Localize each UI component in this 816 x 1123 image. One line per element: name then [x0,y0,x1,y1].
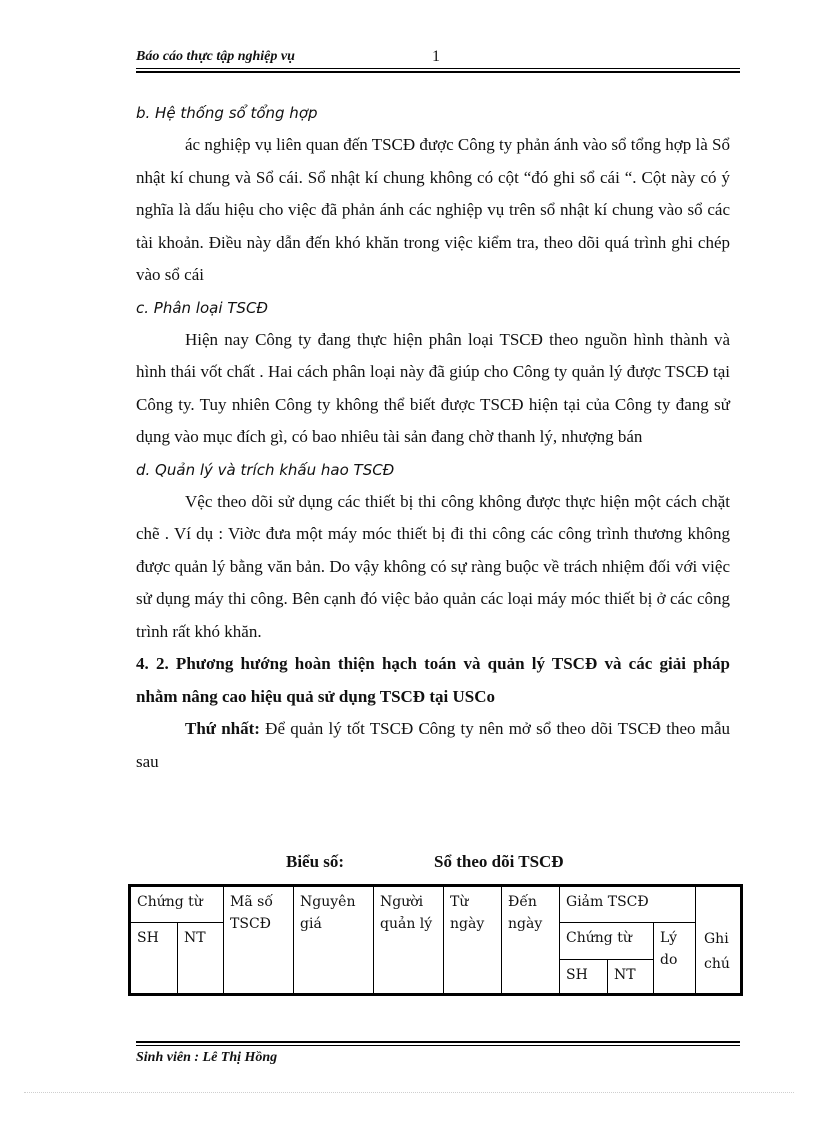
footer-rule-thick [136,1041,740,1043]
form-label: Biểu số: [286,852,345,871]
header-ly-do: Lý do [654,923,696,995]
header-giam-tscd: Giảm TSCĐ [560,886,696,923]
section-4-2-heading: 4. 2. Phương hướng hoàn thiện hạch toán và quản lý TSCĐ và các giải pháp nhằm nâng cao hiệu quả sử dụng TSCĐ tại USCo [136,654,730,706]
header-ma-so: Mã số TSCĐ [224,886,294,995]
student-name: Sinh viên : Lê Thị Hồng [136,1050,278,1065]
section-c-heading: c. Phân loại TSCĐ [136,298,269,317]
asset-tracking-table [128,884,743,996]
header-den-ngay: Đến ngày [502,886,560,995]
page-number: 1 [432,48,440,65]
footer-rule-thin [136,1045,740,1046]
header-tu-ngay: Từ ngày [444,886,502,995]
section-d-paragraph: Vệc theo dõi sử dụng các thiết bị thi công không được thực hiện một cách chặt chẽ . Ví dụ : Viờc đưa một máy móc thiết bị đi thi công các công trình thương không được quản lý bằng văn bản. Do vậy không có sự ràng buộc về trách nhiệm đối với việc sử dụng máy thi công. Bên cạnh đó việc bảo quản các loại máy móc thiết bị ở các công trình rất khó khăn. [136,491,730,641]
header-nguoi-quan-ly: Người quản lý [374,886,444,995]
form-title: Sổ theo dõi TSCĐ [434,852,564,871]
report-title: Báo cáo thực tập nghiệp vụ [136,49,295,64]
header-sh: SH [130,923,178,995]
header-nguyen-gia: Nguyên giá [294,886,374,995]
section-c-paragraph: Hiện nay Công ty đang thực hiện phân loại TSCĐ theo nguồn hình thành và hình thái vốt chất . Hai cách phân loại này đã giúp cho Công ty quản lý được TSCĐ tại Công ty. Tuy nhiên Công ty không thể biết được TSCĐ hiện tại của Công ty đang sử dụng vào mục đích gì, có bao nhiêu tài sản đang chờ thanh lý, nhượng bán [136,329,730,446]
header-giam-nt: NT [608,960,654,995]
header-giam-sh: SH [560,960,608,995]
section-b-paragraph: ác nghiệp vụ liên quan đến TSCĐ được Công ty phản ánh vào sổ tổng hợp là Sổ nhật kí chung và Sổ cái. Sổ nhật kí chung không có cột “đó ghi sổ cái “. Cột này có ý nghĩa là dấu hiệu cho việc đã phản ánh các nghiệp vụ trên sổ nhật kí chung vào sổ các tài khoản. Điều này dẫn đến khó khăn trong việc kiểm tra, theo dõi quá trình ghi chép vào sổ cái [136,135,730,284]
first-solution-paragraph [136,713,730,778]
header-rule-thin [136,68,740,69]
header-nt: NT [178,923,224,995]
header-giam-chung-tu: Chứng từ [560,923,654,960]
page-header [136,48,740,68]
page-bottom-divider [24,1092,794,1093]
header-chung-tu: Chứng từ [130,886,224,923]
document-body [136,97,730,778]
section-d-heading: d. Quản lý và trích khấu hao TSCĐ [136,460,395,479]
section-b-heading: b. Hệ thống sổ tổng hợp [136,104,318,122]
first-solution-text: Để quản lý tốt TSCĐ Công ty nên mở sổ theo dõi TSCĐ theo mẫu sau [136,719,731,771]
header-rule-thick [136,71,740,73]
header-ghi-chu: Ghi chú [704,931,730,972]
first-solution-lead: Thứ nhất: [185,719,260,738]
